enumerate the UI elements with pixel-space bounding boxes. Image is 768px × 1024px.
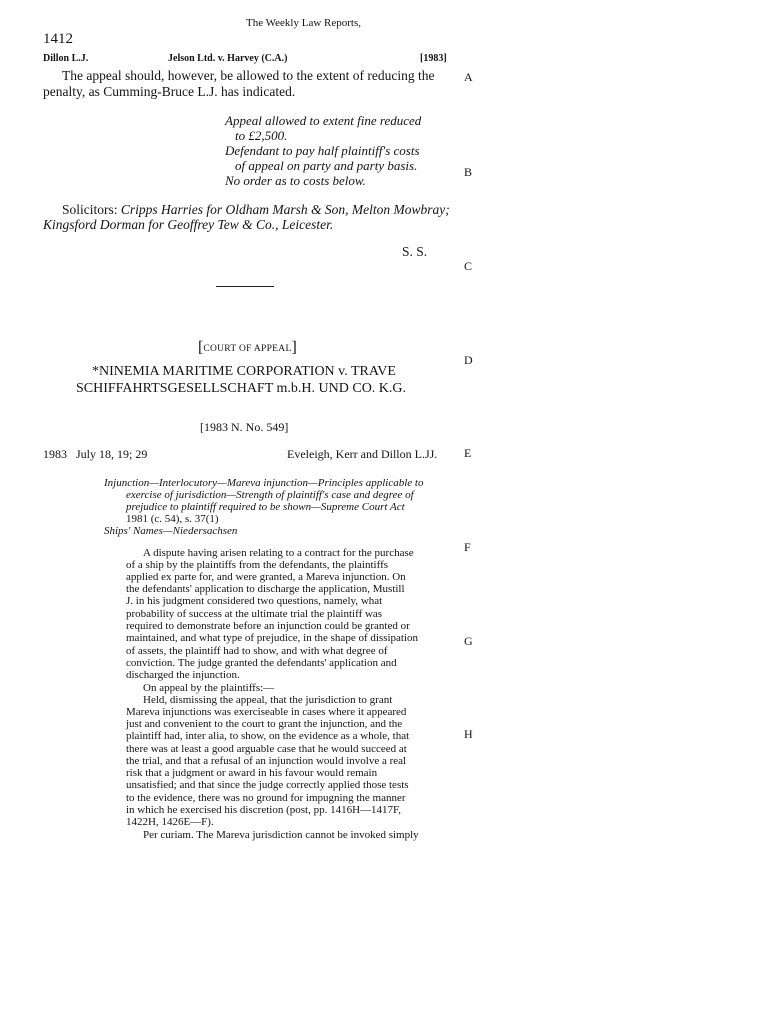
- headnote-line: there was at least a good arguable case that he would succeed at: [126, 743, 407, 755]
- case-title-line-1: *NINEMIA MARITIME CORPORATION v. TRAVE: [92, 364, 396, 379]
- court-name: COURT OF APPEAL: [203, 344, 292, 354]
- case-title-line-2: SCHIFFAHRTSGESELLSCHAFT m.b.H. UND CO. K.G.: [76, 381, 407, 396]
- order-line: Defendant to pay half plaintiff's costs: [225, 143, 420, 158]
- headnote-line: of a ship by the plaintiffs from the defendants, the plaintiffs: [126, 559, 389, 571]
- citation: [1983 N. No. 549]: [200, 420, 289, 434]
- margin-letter-d: D: [464, 353, 473, 367]
- headnote-line: discharged the injunction.: [126, 669, 240, 681]
- margin-letter-c: C: [464, 259, 473, 273]
- solicitors-firms: Cripps Harries for Oldham Marsh & Son, Melton Mowbray;: [120, 202, 450, 217]
- headnote-line: applied ex parte for, and were granted, a Mareva injunction. On: [126, 571, 406, 583]
- order-line: Appeal allowed to extent fine reduced: [225, 113, 422, 128]
- catchword-line: Ships' Names—Niedersachsen: [104, 525, 238, 537]
- order-line: No order as to costs below.: [225, 173, 366, 188]
- headnote-line: Held, dismissing the appeal, that the jurisdiction to grant: [143, 694, 393, 706]
- headnote-line: just and convenient to the court to grant the injunction, and the: [126, 718, 403, 730]
- header-year: [1983]: [420, 53, 447, 64]
- page-number: 1412: [43, 31, 73, 47]
- hearing-judges: Eveleigh, Kerr and Dillon L.JJ.: [287, 447, 438, 461]
- section-divider: [216, 286, 274, 287]
- catchword-line: exercise of jurisdiction—Strength of plaintiff's case and degree of: [126, 489, 414, 501]
- headnote-line: Per curiam. The Mareva jurisdiction cannot be invoked simply: [143, 829, 419, 841]
- hearing-dates: 1983 July 18, 19; 29: [43, 447, 148, 461]
- margin-letter-b: B: [464, 165, 473, 179]
- headnote-line: in which he exercised his discretion (post, pp. 1416H—1417F,: [126, 804, 401, 816]
- court-label: [COURT OF APPEAL]: [198, 339, 297, 356]
- reporter-initials: S. S.: [402, 244, 428, 259]
- margin-letter-h: H: [464, 727, 473, 741]
- solicitors-line-1: [62, 202, 450, 218]
- catchword-line: prejudice to plaintiff required to be shown—Supreme Court Act: [126, 501, 405, 513]
- margin-letter-g: G: [464, 634, 473, 648]
- margin-letter-f: F: [464, 540, 471, 554]
- headnote-line: 1422H, 1426E—F).: [126, 816, 214, 828]
- solicitors-line-2: Kingsford Dorman for Geoffrey Tew & Co., Leicester.: [43, 217, 334, 232]
- margin-letter-a: A: [464, 70, 473, 84]
- headnote-line: the defendants' application to discharge the application, Mustill: [126, 583, 405, 595]
- headnote-line: On appeal by the plaintiffs:—: [143, 682, 275, 694]
- headnote-line: risk that a judgment or award in his favour would remain: [126, 767, 378, 779]
- opening-paragraph-line: penalty, as Cumming-Bruce L.J. has indicated.: [43, 84, 296, 99]
- order-line: to £2,500.: [235, 128, 288, 143]
- headnote-line: A dispute having arisen relating to a contract for the purchase: [143, 547, 414, 559]
- headnote-line: Mareva injunctions was exerciseable in cases where it appeared: [126, 706, 407, 718]
- headnote-line: plaintiff had, inter alia, to show, on the evidence as a whole, that: [126, 730, 410, 742]
- header-judge: Dillon L.J.: [43, 53, 89, 64]
- order-line: of appeal on party and party basis.: [235, 158, 418, 173]
- solicitors-label: Solicitors:: [62, 202, 118, 217]
- headnote-line: maintained, and what type of prejudice, in the shape of dissipation: [126, 632, 419, 644]
- running-head: The Weekly Law Reports,: [246, 17, 361, 29]
- margin-letter-e: E: [464, 446, 472, 460]
- header-case-name: Jelson Ltd. v. Harvey (C.A.): [168, 53, 288, 64]
- catchword-line: Injunction—Interlocutory—Mareva injunction—Principles applicable to: [104, 477, 424, 489]
- headnote-line: J. in his judgment considered two questions, namely, what: [126, 595, 383, 607]
- opening-paragraph-line: The appeal should, however, be allowed to the extent of reducing the: [62, 68, 435, 83]
- catchword-line: 1981 (c. 54), s. 37(1): [126, 513, 219, 525]
- headnote-line: required to demonstrate before an injunction could be granted or: [126, 620, 410, 632]
- headnote-line: probability of success at the ultimate trial the plaintiff was: [126, 608, 383, 620]
- headnote-line: unsatisfied; and that since the judge correctly applied those tests: [126, 779, 409, 791]
- headnote-line: the trial, and that a refusal of an injunction would involve a real: [126, 755, 407, 767]
- headnote-line: to the evidence, there was no ground for impugning the manner: [126, 792, 406, 804]
- headnote-line: conviction. The judge granted the defendants' application and: [126, 657, 397, 669]
- headnote-line: of assets, the plaintiff had to show, and with what degree of: [126, 645, 388, 657]
